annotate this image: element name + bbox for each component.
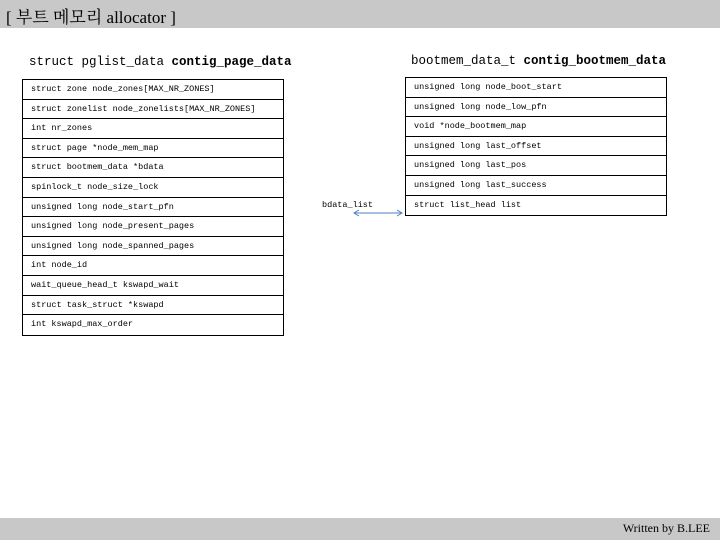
footer-bar [0,518,720,540]
left-struct-var: contig_page_data [171,55,292,69]
left-field-row: int node_id [23,256,283,276]
left-field-row: struct task_struct *kswapd [23,296,283,316]
double-arrow-icon [354,210,402,216]
left-field-row: unsigned long node_spanned_pages [23,237,283,257]
left-field-row: int nr_zones [23,119,283,139]
right-field-row: void *node_bootmem_map [406,117,666,137]
left-struct-type: struct pglist_data [29,55,172,69]
left-field-row: int kswapd_max_order [31,319,134,330]
left-field-row: struct zonelist node_zonelists[MAX_NR_ZONES] [23,100,283,120]
right-field-row: unsigned long last_pos [406,156,666,176]
right-field-row: unsigned long node_boot_start [406,78,666,98]
left-field-row: unsigned long node_present_pages [23,217,283,237]
left-field-row: struct zone node_zones[MAX_NR_ZONES] [23,80,283,100]
right-struct-type: bootmem_data_t [411,54,524,68]
left-field-row: wait_queue_head_t kswapd_wait [23,276,283,296]
right-struct-var: contig_bootmem_data [523,54,667,68]
right-field-row: struct list_head list [414,199,522,210]
page-title: [ 부트 메모리 allocator ] [6,8,176,27]
left-field-row: struct page *node_mem_map [23,139,283,159]
author-credit: Written by B.LEE [622,521,710,535]
left-field-row: spinlock_t node_size_lock [23,178,283,198]
right-field-row: unsigned long node_low_pfn [406,98,666,118]
link-label: bdata_list [322,200,374,210]
left-field-row: struct bootmem_data *bdata [23,158,283,178]
right-field-row: unsigned long last_offset [406,137,666,157]
left-field-row: unsigned long node_start_pfn [23,198,283,218]
right-field-row: unsigned long last_success [406,176,666,196]
